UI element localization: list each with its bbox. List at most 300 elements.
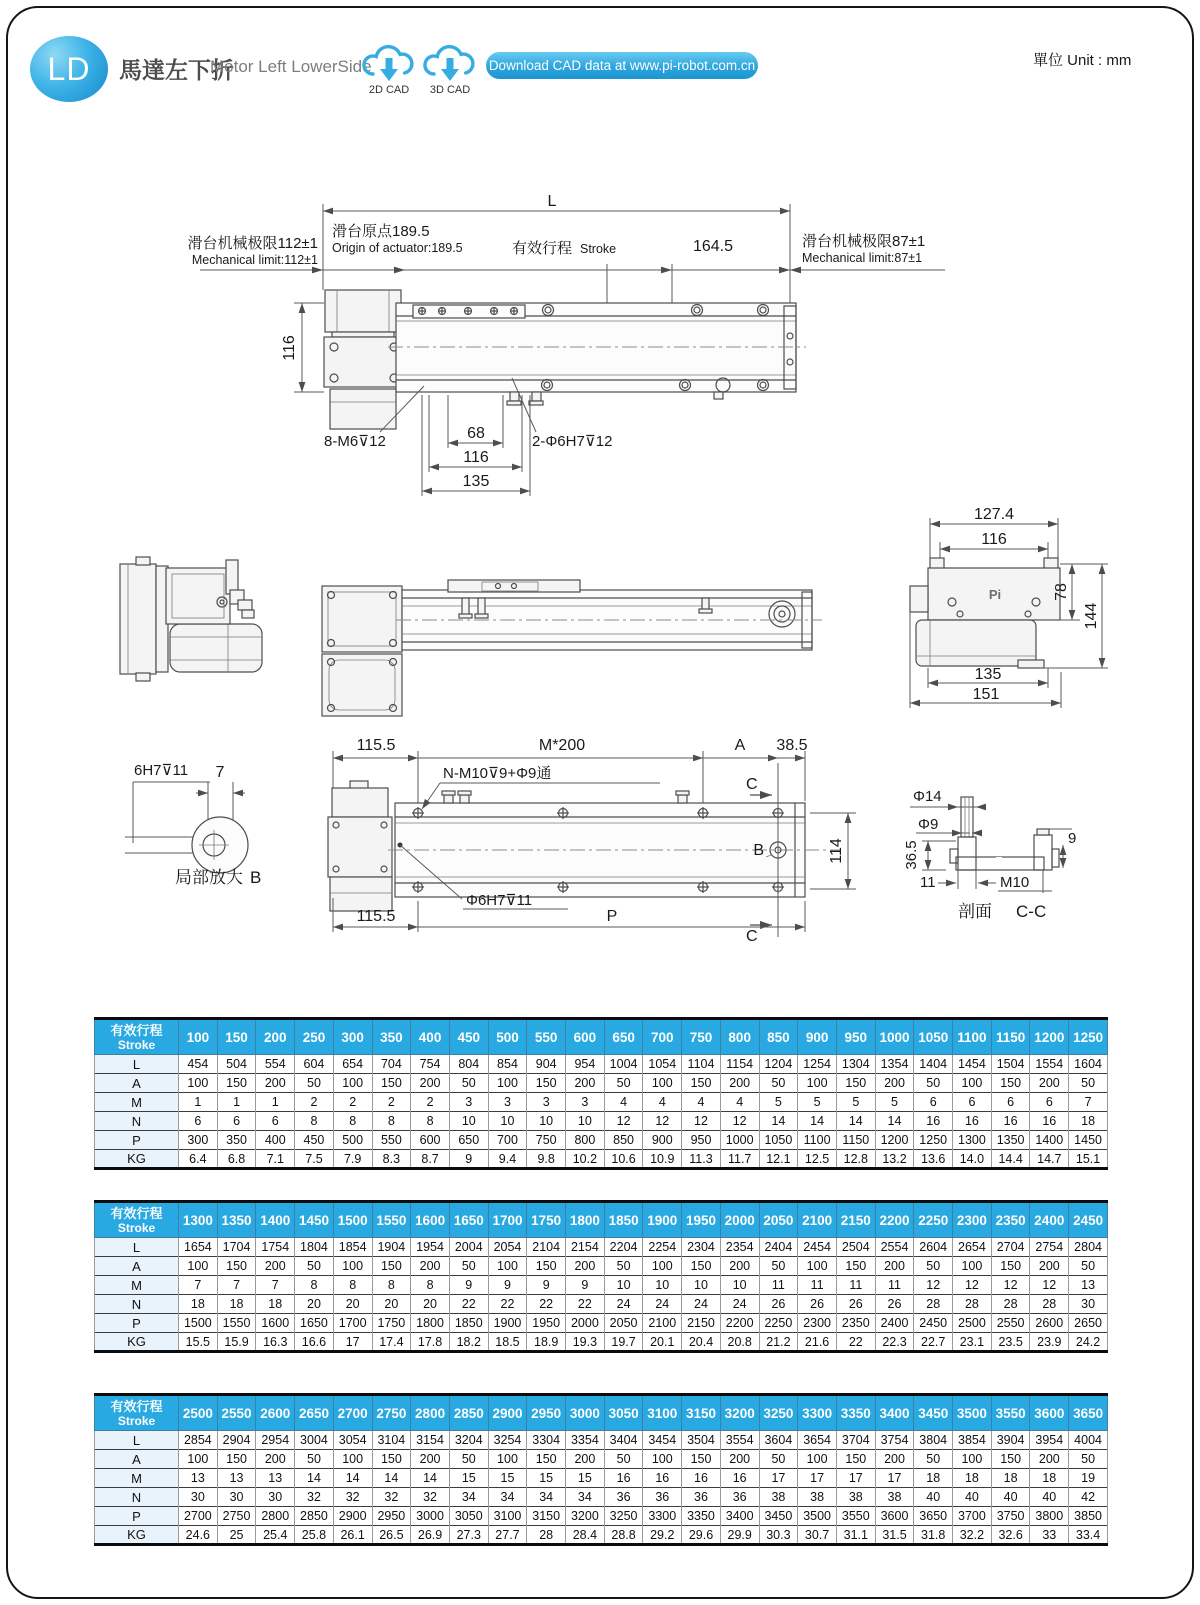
table-cell: 6.4 <box>179 1150 218 1169</box>
stroke-value-header: 2250 <box>914 1202 953 1238</box>
stroke-value-header: 2600 <box>256 1395 295 1431</box>
origin-label-zh: 滑台原点189.5 <box>332 223 430 240</box>
stroke-header-cell: 有效行程 Stroke <box>95 1202 179 1238</box>
dim-114-label: 114 <box>828 838 845 864</box>
table-cell: 2600 <box>1030 1314 1069 1333</box>
table-cell: 9 <box>527 1276 566 1295</box>
table-cell: 400 <box>256 1131 295 1150</box>
table-cell: 13.2 <box>875 1150 914 1169</box>
table-cell: 2854 <box>179 1431 218 1450</box>
stroke-value-header: 2700 <box>333 1395 372 1431</box>
stroke-value-header: 900 <box>798 1019 837 1055</box>
table-cell: 100 <box>179 1257 218 1276</box>
table-cell: 18 <box>1069 1112 1108 1131</box>
table-cell: 8 <box>333 1276 372 1295</box>
dim-135-label: 135 <box>974 666 1002 683</box>
table-cell: 1004 <box>604 1055 643 1074</box>
table-cell: 200 <box>875 1074 914 1093</box>
table-cell: 3000 <box>411 1507 450 1526</box>
table-cell: 2950 <box>372 1507 411 1526</box>
table-cell: 1450 <box>1069 1131 1108 1150</box>
bottom-motor-block <box>328 781 392 911</box>
table-cell: 754 <box>411 1055 450 1074</box>
table-cell: 3700 <box>953 1507 992 1526</box>
table-cell: 11.3 <box>682 1150 721 1169</box>
table-cell: 10.2 <box>566 1150 605 1169</box>
table-cell: 2654 <box>953 1238 992 1257</box>
table-cell: 10 <box>720 1276 759 1295</box>
table-cell: 1304 <box>836 1055 875 1074</box>
table-cell: 33 <box>1030 1526 1069 1545</box>
download-arrow-icon <box>380 58 398 81</box>
table-cell: 1254 <box>798 1055 837 1074</box>
ann-phi6-label: Φ6H7⊽11 <box>466 892 533 909</box>
stroke-value-header: 1250 <box>1069 1019 1108 1055</box>
table-cell: 1200 <box>875 1131 914 1150</box>
table-cell: 50 <box>295 1450 334 1469</box>
table-cell: 18.9 <box>527 1333 566 1352</box>
table-cell: 804 <box>449 1055 488 1074</box>
table-cell: 11 <box>875 1276 914 1295</box>
table-cell: 2704 <box>991 1238 1030 1257</box>
table-cell: 2100 <box>643 1314 682 1333</box>
table-cell: 18 <box>179 1295 218 1314</box>
table-cell: 10 <box>604 1276 643 1295</box>
table-cell: 17 <box>333 1333 372 1352</box>
table-cell: 900 <box>643 1131 682 1150</box>
table-cell: 100 <box>179 1074 218 1093</box>
table-cell: 40 <box>991 1488 1030 1507</box>
table-cell: 1954 <box>411 1238 450 1257</box>
table-cell: 3400 <box>720 1507 759 1526</box>
stroke-value-header: 2150 <box>836 1202 875 1238</box>
table-cell: 2350 <box>836 1314 875 1333</box>
table-cell: 100 <box>798 1257 837 1276</box>
table-cell: 31.1 <box>836 1526 875 1545</box>
table-cell: 10 <box>566 1112 605 1131</box>
table-cell: 3500 <box>798 1507 837 1526</box>
table-cell: 2104 <box>527 1238 566 1257</box>
row-label: N <box>95 1112 179 1131</box>
table-cell: 9 <box>449 1150 488 1169</box>
table-cell: 1300 <box>953 1131 992 1150</box>
table-cell: 100 <box>488 1074 527 1093</box>
stroke-value-header: 1100 <box>953 1019 992 1055</box>
table-cell: 38 <box>759 1488 798 1507</box>
table-cell: 11 <box>798 1276 837 1295</box>
download-cad-banner[interactable]: Download CAD data at www.pi-robot.com.cn <box>486 52 758 79</box>
table-cell: 8 <box>372 1276 411 1295</box>
table-cell: 554 <box>256 1055 295 1074</box>
table-cell: 1804 <box>295 1238 334 1257</box>
stroke-label-en: Stroke <box>580 242 617 256</box>
ld-logo <box>30 36 108 102</box>
dim-38-5-label: 38.5 <box>776 737 808 754</box>
table-cell: 16 <box>643 1469 682 1488</box>
table-cell: 50 <box>914 1257 953 1276</box>
stroke-value-header: 1300 <box>179 1202 218 1238</box>
table-cell: 100 <box>643 1257 682 1276</box>
row-label: A <box>95 1074 179 1093</box>
stroke-value-header: 550 <box>527 1019 566 1055</box>
table-cell: 200 <box>1030 1074 1069 1093</box>
table-cell: 30 <box>217 1488 256 1507</box>
stroke-value-header: 750 <box>682 1019 721 1055</box>
table-cell: 11 <box>836 1276 875 1295</box>
table-cell: 200 <box>411 1074 450 1093</box>
table-cell: 18 <box>217 1295 256 1314</box>
dim-164-5-label: 164.5 <box>692 238 734 255</box>
table-cell: 2 <box>411 1093 450 1112</box>
table-cell: 11 <box>759 1276 798 1295</box>
table-cell: 16 <box>720 1469 759 1488</box>
ld-logo-text: LD <box>47 50 91 87</box>
table-cell: 1654 <box>179 1238 218 1257</box>
table-cell: 5 <box>836 1093 875 1112</box>
table-cell: 10 <box>527 1112 566 1131</box>
table-cell: 32.6 <box>991 1526 1030 1545</box>
table-cell: 3 <box>449 1093 488 1112</box>
table-cell: 100 <box>953 1257 992 1276</box>
table-cell: 19 <box>1069 1469 1108 1488</box>
stroke-value-header: 3400 <box>875 1395 914 1431</box>
table-cell: 36 <box>720 1488 759 1507</box>
table-cell: 12.1 <box>759 1150 798 1169</box>
table-cell: 18 <box>256 1295 295 1314</box>
table-cell: 5 <box>798 1093 837 1112</box>
table-cell: 1 <box>256 1093 295 1112</box>
table-cell: 38 <box>798 1488 837 1507</box>
mech-limit-right-zh: 滑台机械极限87±1 <box>802 233 926 250</box>
table-cell: 604 <box>295 1055 334 1074</box>
table-cell: 10.6 <box>604 1150 643 1169</box>
table-cell: 150 <box>527 1074 566 1093</box>
stroke-value-header: 2650 <box>295 1395 334 1431</box>
table-cell: 50 <box>604 1074 643 1093</box>
table-cell: 9 <box>566 1276 605 1295</box>
dim-135-label: 135 <box>462 473 490 490</box>
table-cell: 26 <box>798 1295 837 1314</box>
table-cell: 3450 <box>759 1507 798 1526</box>
stroke-value-header: 2300 <box>953 1202 992 1238</box>
stroke-value-header: 2900 <box>488 1395 527 1431</box>
table-cell: 14.4 <box>991 1150 1030 1169</box>
ann-n-m10-label: N-M10⊽9+Φ9通 <box>443 765 552 782</box>
table-cell: 100 <box>953 1450 992 1469</box>
table-cell: 2800 <box>256 1507 295 1526</box>
table-cell: 150 <box>836 1450 875 1469</box>
row-label: N <box>95 1488 179 1507</box>
table-cell: 31.5 <box>875 1526 914 1545</box>
table-cell: 3254 <box>488 1431 527 1450</box>
stroke-value-header: 2950 <box>527 1395 566 1431</box>
stroke-table-1 <box>94 1017 1108 1170</box>
table-cell: 40 <box>914 1488 953 1507</box>
table-cell: 14 <box>372 1469 411 1488</box>
label-c-bottom: C <box>746 928 758 945</box>
table-cell: 200 <box>566 1450 605 1469</box>
dim-151-label: 151 <box>972 686 1000 703</box>
table-cell: 2400 <box>875 1314 914 1333</box>
stroke-header-cell: 有效行程 Stroke <box>95 1395 179 1431</box>
table-cell: 23.1 <box>953 1333 992 1352</box>
mech-limit-right-en: Mechanical limit:87±1 <box>802 251 923 265</box>
table-cell: 3154 <box>411 1431 450 1450</box>
table-cell: 1604 <box>1069 1055 1108 1074</box>
dim-144-label: 144 <box>1083 602 1100 630</box>
row-label: KG <box>95 1526 179 1545</box>
row-label: A <box>95 1257 179 1276</box>
table-cell: 800 <box>566 1131 605 1150</box>
table-cell: 450 <box>295 1131 334 1150</box>
stroke-value-header: 3650 <box>1069 1395 1108 1431</box>
table-cell: 2550 <box>991 1314 1030 1333</box>
table-cell: 150 <box>217 1257 256 1276</box>
table-cell: 1500 <box>179 1314 218 1333</box>
table-cell: 504 <box>217 1055 256 1074</box>
table-cell: 8 <box>372 1112 411 1131</box>
table-cell: 16 <box>953 1112 992 1131</box>
table-cell: 28 <box>953 1295 992 1314</box>
table-cell: 200 <box>720 1074 759 1093</box>
table-cell: 14 <box>295 1469 334 1488</box>
table-cell: 50 <box>449 1450 488 1469</box>
table-cell: 28 <box>1030 1295 1069 1314</box>
table-cell: 4 <box>720 1093 759 1112</box>
cc-m10-label: M10 <box>1000 874 1030 891</box>
table-cell: 50 <box>604 1257 643 1276</box>
table-cell: 14 <box>836 1112 875 1131</box>
label-b: B <box>753 842 764 859</box>
row-label: N <box>95 1295 179 1314</box>
cc-caption-zh: 剖面 <box>958 902 992 921</box>
table-cell: 150 <box>217 1074 256 1093</box>
motor-block <box>324 290 404 429</box>
table-cell: 32 <box>295 1488 334 1507</box>
table-cell: 23.9 <box>1030 1333 1069 1352</box>
table-cell: 200 <box>256 1450 295 1469</box>
table-cell: 38 <box>836 1488 875 1507</box>
table-cell: 1550 <box>217 1314 256 1333</box>
table-cell: 150 <box>527 1450 566 1469</box>
table-cell: 100 <box>333 1257 372 1276</box>
table-cell: 13 <box>256 1469 295 1488</box>
table-cell: 200 <box>720 1450 759 1469</box>
table-cell: 1800 <box>411 1314 450 1333</box>
table-cell: 50 <box>1069 1257 1108 1276</box>
table-cell: 26 <box>836 1295 875 1314</box>
table-cell: 32.2 <box>953 1526 992 1545</box>
table-cell: 150 <box>682 1074 721 1093</box>
table-cell: 3054 <box>333 1431 372 1450</box>
actuator-side-view <box>322 580 822 716</box>
table-cell: 3104 <box>372 1431 411 1450</box>
stroke-value-header: 2200 <box>875 1202 914 1238</box>
table-cell: 28.4 <box>566 1526 605 1545</box>
table-cell: 200 <box>1030 1257 1069 1276</box>
row-label: L <box>95 1431 179 1450</box>
origin-label-en: Origin of actuator:189.5 <box>332 241 463 255</box>
table-cell: 12 <box>720 1112 759 1131</box>
table-cell: 14 <box>798 1112 837 1131</box>
table-cell: 12 <box>604 1112 643 1131</box>
table-cell: 150 <box>991 1450 1030 1469</box>
table-cell: 3350 <box>682 1507 721 1526</box>
table-cell: 3654 <box>798 1431 837 1450</box>
table-cell: 50 <box>449 1257 488 1276</box>
table-cell: 36 <box>682 1488 721 1507</box>
stroke-label-zh: 有效行程 <box>512 240 573 257</box>
table-cell: 20 <box>295 1295 334 1314</box>
table-cell: 3854 <box>953 1431 992 1450</box>
table-cell: 14 <box>759 1112 798 1131</box>
table-cell: 11.7 <box>720 1150 759 1169</box>
table-cell: 16 <box>682 1469 721 1488</box>
table-cell: 7 <box>1069 1093 1108 1112</box>
table-cell: 20 <box>372 1295 411 1314</box>
table-cell: 13 <box>1069 1276 1108 1295</box>
table-cell: 17 <box>798 1469 837 1488</box>
stroke-value-header: 650 <box>604 1019 643 1055</box>
table-cell: 1704 <box>217 1238 256 1257</box>
label-a: A <box>734 737 746 754</box>
table-cell: 100 <box>953 1074 992 1093</box>
table-cell: 150 <box>682 1450 721 1469</box>
stroke-value-header: 350 <box>372 1019 411 1055</box>
label-c-top: C <box>746 776 758 793</box>
table-cell: 14 <box>333 1469 372 1488</box>
table-cell: 24.6 <box>179 1526 218 1545</box>
dim-l-label: L <box>547 193 557 210</box>
sensor-stubs <box>507 392 723 405</box>
table-cell: 6 <box>179 1112 218 1131</box>
table-cell: 20.8 <box>720 1333 759 1352</box>
table-cell: 1404 <box>914 1055 953 1074</box>
table-cell: 26.9 <box>411 1526 450 1545</box>
table-cell: 38 <box>875 1488 914 1507</box>
table-cell: 6 <box>991 1093 1030 1112</box>
table-cell: 3 <box>527 1093 566 1112</box>
table-cell: 10 <box>682 1276 721 1295</box>
table-cell: 19.7 <box>604 1333 643 1352</box>
table-cell: 1 <box>179 1093 218 1112</box>
table-cell: 2604 <box>914 1238 953 1257</box>
table-cell: 4 <box>643 1093 682 1112</box>
table-cell: 18.5 <box>488 1333 527 1352</box>
table-cell: 2304 <box>682 1238 721 1257</box>
table-cell: 9 <box>449 1276 488 1295</box>
table-cell: 1950 <box>527 1314 566 1333</box>
table-cell: 3650 <box>914 1507 953 1526</box>
table-cell: 2904 <box>217 1431 256 1450</box>
table-cell: 100 <box>798 1450 837 1469</box>
dim-127-4-label: 127.4 <box>973 506 1015 523</box>
table-cell: 17.4 <box>372 1333 411 1352</box>
table-cell: 2900 <box>333 1507 372 1526</box>
table-cell: 20.1 <box>643 1333 682 1352</box>
stroke-value-header: 3350 <box>836 1395 875 1431</box>
table-cell: 150 <box>991 1257 1030 1276</box>
table-cell: 10 <box>488 1112 527 1131</box>
table-cell: 1150 <box>836 1131 875 1150</box>
stroke-table-3 <box>94 1393 1108 1546</box>
stroke-value-header: 3050 <box>604 1395 643 1431</box>
ann-8-m6-label: 8-M6⊽12 <box>324 433 386 450</box>
table-cell: 50 <box>759 1074 798 1093</box>
table-cell: 1454 <box>953 1055 992 1074</box>
table-cell: 3200 <box>566 1507 605 1526</box>
stroke-value-header: 2550 <box>217 1395 256 1431</box>
stroke-value-header: 2400 <box>1030 1202 1069 1238</box>
table-cell: 8.7 <box>411 1150 450 1169</box>
bottom-dimension-lines <box>333 751 805 811</box>
stroke-value-header: 3450 <box>914 1395 953 1431</box>
table-cell: 25.8 <box>295 1526 334 1545</box>
table-cell: 7 <box>256 1276 295 1295</box>
table-cell: 26.5 <box>372 1526 411 1545</box>
bottom-sensor-stubs <box>442 791 689 803</box>
dim-116-label: 116 <box>981 531 1007 548</box>
table-cell: 32 <box>372 1488 411 1507</box>
table-cell: 16.3 <box>256 1333 295 1352</box>
bottom-view-drawing <box>100 703 1200 948</box>
table-cell: 32 <box>411 1488 450 1507</box>
top-view-drawing <box>80 190 1080 502</box>
cc-caption-id: C-C <box>1016 902 1047 921</box>
stroke-value-header: 2100 <box>798 1202 837 1238</box>
stroke-value-header: 950 <box>836 1019 875 1055</box>
stroke-value-header: 150 <box>217 1019 256 1055</box>
table-cell: 9.4 <box>488 1150 527 1169</box>
table-cell: 31.8 <box>914 1526 953 1545</box>
table-cell: 12 <box>914 1276 953 1295</box>
table-cell: 15.1 <box>1069 1150 1108 1169</box>
table-cell: 200 <box>875 1450 914 1469</box>
stroke-value-header: 1850 <box>604 1202 643 1238</box>
table-cell: 200 <box>875 1257 914 1276</box>
stroke-value-header: 3600 <box>1030 1395 1069 1431</box>
stroke-value-header: 2000 <box>720 1202 759 1238</box>
stroke-value-header: 200 <box>256 1019 295 1055</box>
stroke-value-header: 2450 <box>1069 1202 1108 1238</box>
table-cell: 904 <box>527 1055 566 1074</box>
table-cell: 18 <box>953 1469 992 1488</box>
stroke-value-header: 1500 <box>333 1202 372 1238</box>
table-cell: 26.1 <box>333 1526 372 1545</box>
cc-phi14-label: Φ14 <box>913 788 942 805</box>
table-cell: 24 <box>720 1295 759 1314</box>
table-cell: 17 <box>836 1469 875 1488</box>
table-cell: 36 <box>604 1488 643 1507</box>
stroke-value-header: 1800 <box>566 1202 605 1238</box>
table-cell: 1000 <box>720 1131 759 1150</box>
table-cell: 16 <box>1030 1112 1069 1131</box>
table-cell: 16.6 <box>295 1333 334 1352</box>
table-cell: 600 <box>411 1131 450 1150</box>
table-cell: 50 <box>1069 1074 1108 1093</box>
table-cell: 2300 <box>798 1314 837 1333</box>
table-cell: 3954 <box>1030 1431 1069 1450</box>
table-cell: 1854 <box>333 1238 372 1257</box>
table-cell: 2200 <box>720 1314 759 1333</box>
table-cell: 18 <box>991 1469 1030 1488</box>
detail-b-caption-zh: 局部放大 <box>175 868 243 887</box>
table-cell: 1504 <box>991 1055 1030 1074</box>
stroke-table-2 <box>94 1200 1108 1353</box>
table-cell: 1100 <box>798 1131 837 1150</box>
table-cell: 22.7 <box>914 1333 953 1352</box>
table-cell: 19.3 <box>566 1333 605 1352</box>
